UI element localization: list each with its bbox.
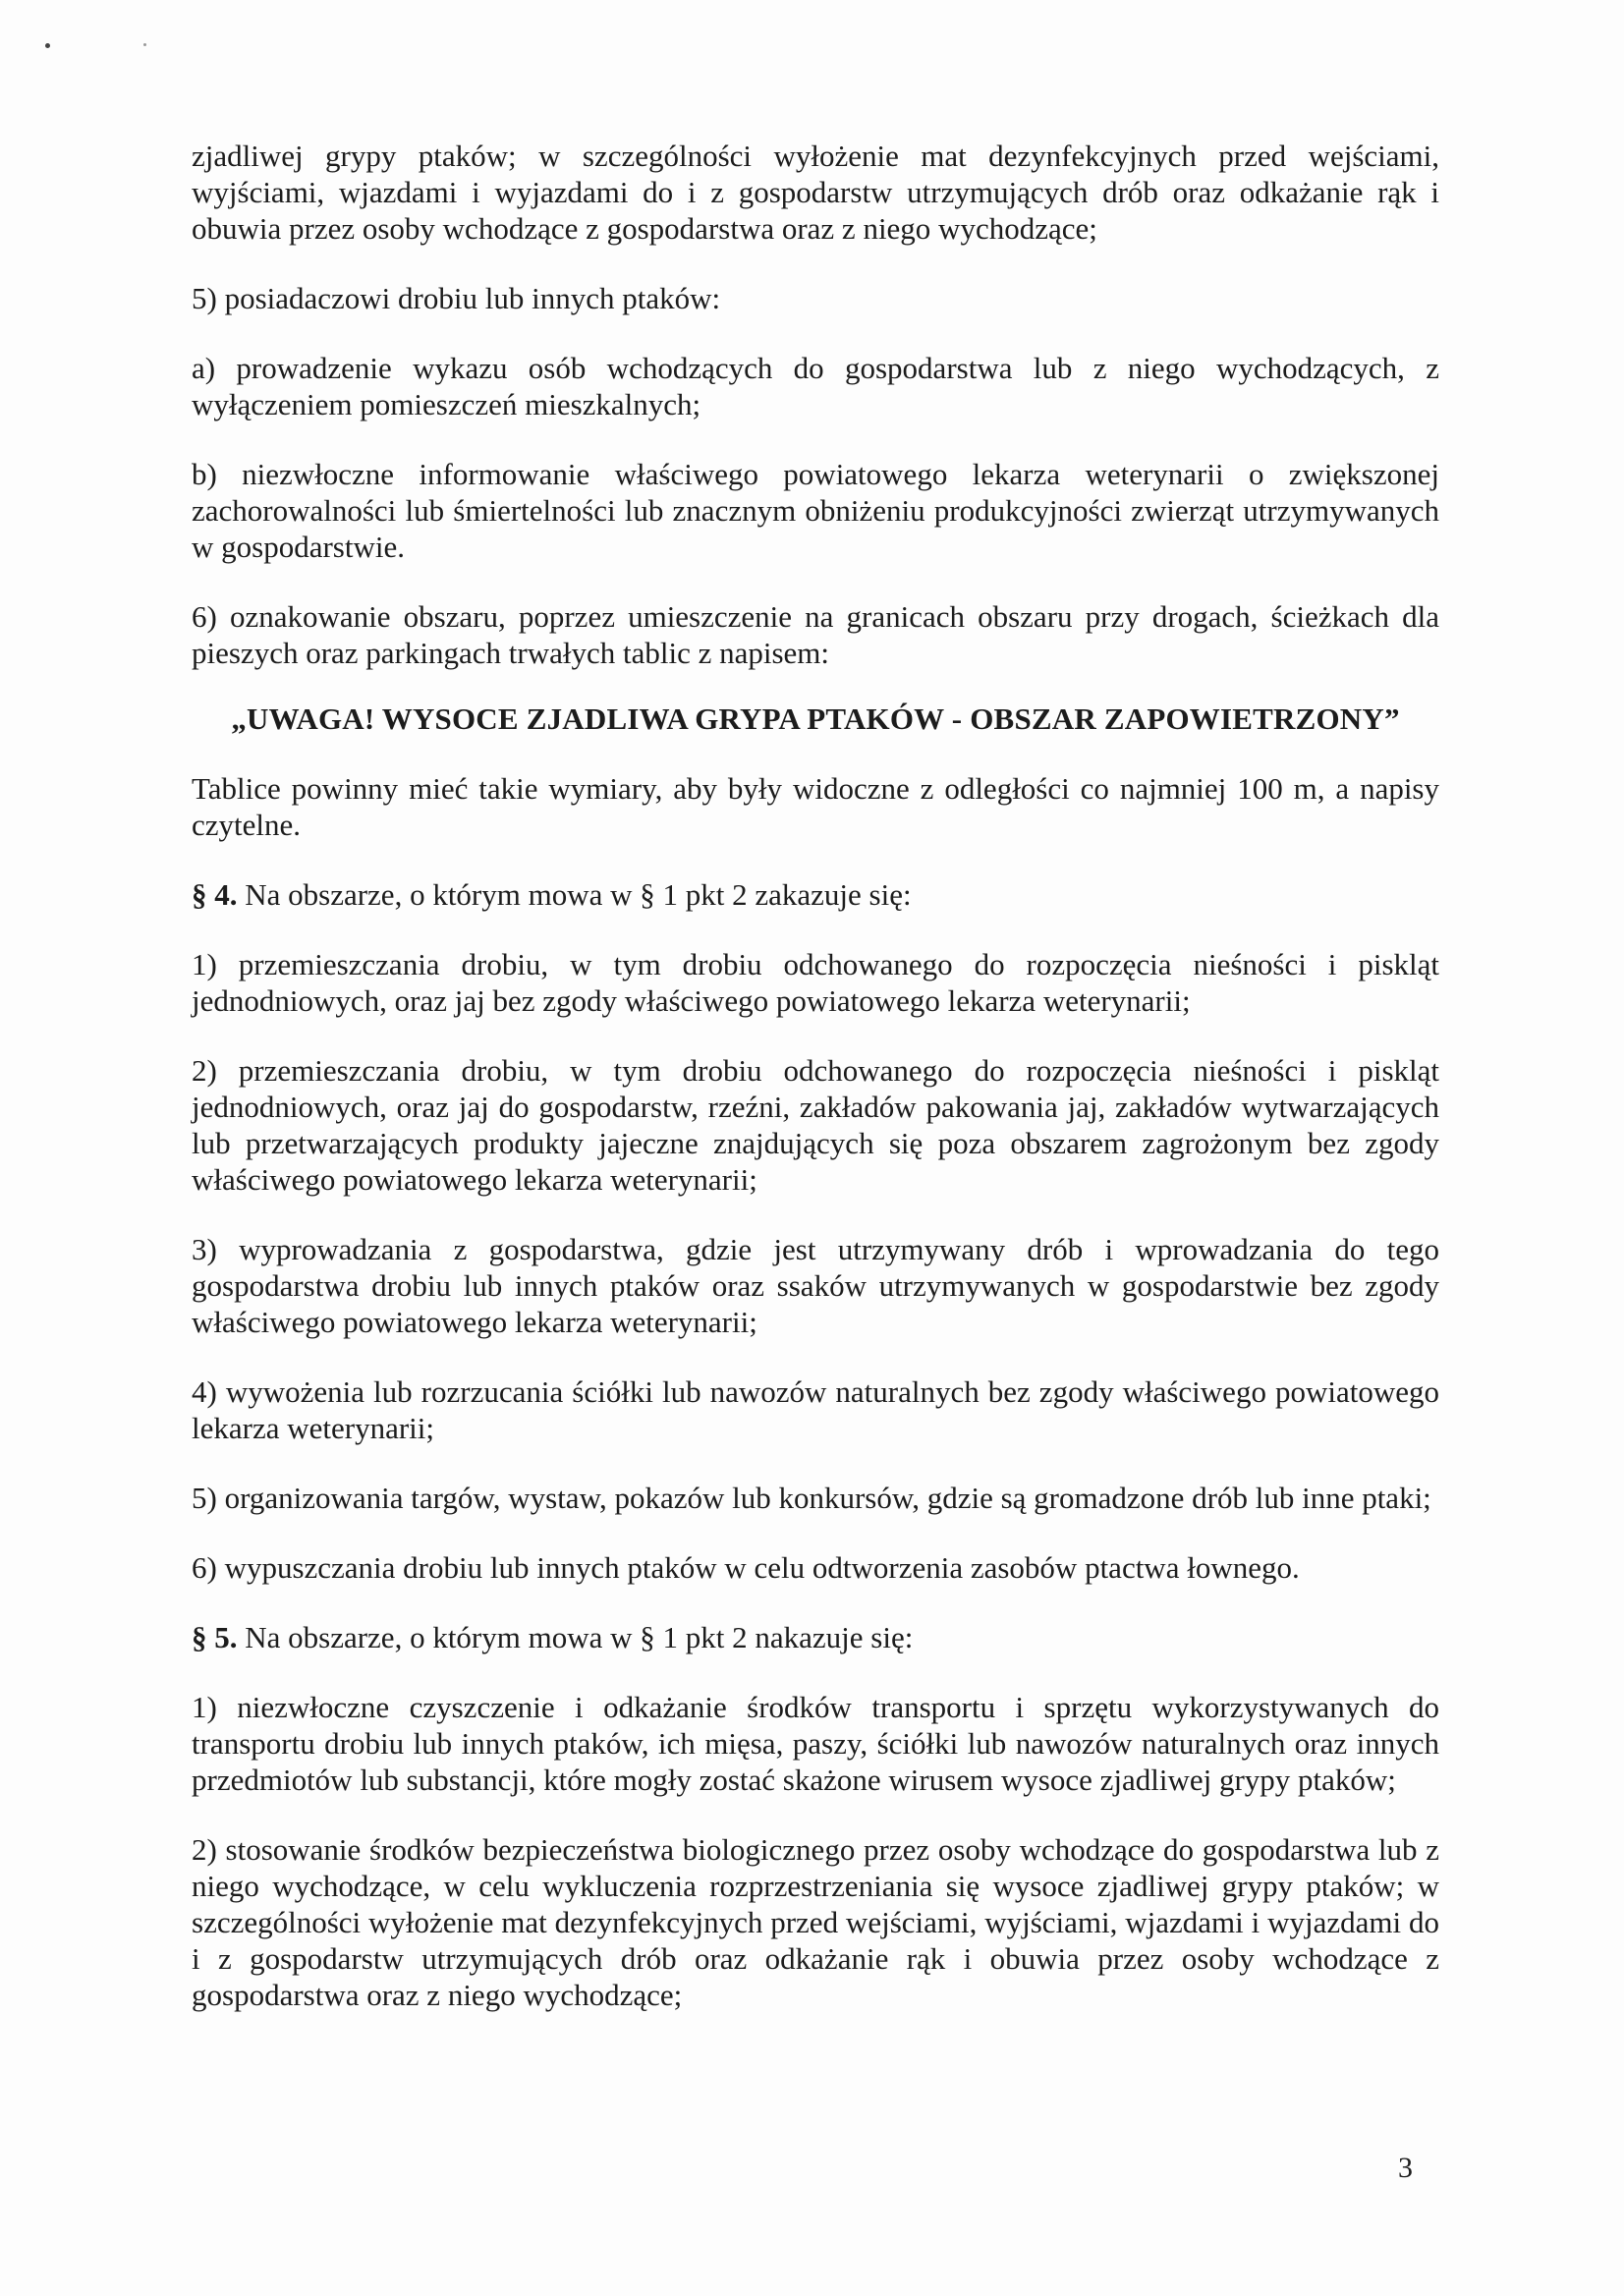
paragraph-point-5b: b) niezwłoczne informowanie właściwego powiatowego lekarza weterynarii o zwiększonej zachorowalności lub śmiertelności lub znacznym obniżeniu produkcyjności zwierząt utrzymywanych w gospodarstwie.	[192, 457, 1439, 564]
paragraph-continuation: zjadliwej grypy ptaków; w szczególności wyłożenie mat dezynfekcyjnych przed wejściami, wyjściami, wjazdami i wyjazdami do i z gospodarstw utrzymujących drób oraz odkażanie rąk i obuwia przez osoby wchodzące z gospodarstwa oraz z niego wychodzące;	[192, 139, 1439, 246]
page-number: 3	[1398, 2152, 1413, 2184]
section-4-item: 5) organizowania targów, wystaw, pokazów lub konkursów, gdzie są gromadzone drób lub inne ptaki;	[192, 1481, 1431, 1515]
paragraph-point-6: 6) oznakowanie obszaru, poprzez umieszczenie na granicach obszaru przy drogach, ścieżkach dla pieszych oraz parkingach trwałych tablic z napisem:	[192, 599, 1439, 670]
section-4-item: 3) wyprowadzania z gospodarstwa, gdzie jest utrzymywany drób i wprowadzania do tego gospodarstwa drobiu lub innych ptaków oraz ssaków utrzymywanych w gospodarstwie bez zgody właściwego powiatowego lekarza weterynarii;	[192, 1232, 1439, 1339]
section-4-heading	[192, 876, 1439, 913]
section-5-item: 2) stosowanie środków bezpieczeństwa biologicznego przez osoby wchodzące do gospodarstwa lub z niego wychodzące, w celu wykluczenia rozprzestrzeniania się wysoce zjadliwej grypy ptaków; w szczególności wyłożenie mat dezynfekcyjnych przed wejściami, wyjściami, wjazdami i wyjazdami do i z gospodarstw utrzymujących drób oraz odkażanie rąk i obuwia przez osoby wchodzące z gospodarstwa oraz z niego wychodzące;	[192, 1832, 1439, 2012]
section-4-item: 1) przemieszczania drobiu, w tym drobiu odchowanego do rozpoczęcia nieśności i piskląt jednodniowych, oraz jaj bez zgody właściwego powiatowego lekarza weterynarii;	[192, 947, 1439, 1018]
paragraph-sign-dimensions: Tablice powinny mieć takie wymiary, aby były widoczne z odległości co najmniej 100 m, a napisy czytelne.	[192, 771, 1439, 842]
warning-sign-text: „UWAGA! WYSOCE ZJADLIWA GRYPA PTAKÓW - OBSZAR ZAPOWIETRZONY”	[231, 701, 1400, 736]
section-5-heading	[192, 1619, 1439, 1655]
page-content	[192, 138, 1439, 2046]
paragraph-point-5: 5) posiadaczowi drobiu lub innych ptaków:	[192, 281, 721, 315]
scan-speck	[143, 43, 146, 46]
section-4-item: 6) wypuszczania drobiu lub innych ptaków w celu odtworzenia zasobów ptactwa łownego.	[192, 1550, 1300, 1585]
section-4-marker: § 4.	[192, 877, 238, 912]
section-5-intro: Na obszarze, o którym mowa w § 1 pkt 2 nakazuje się:	[237, 1620, 914, 1654]
paragraph-point-5a: a) prowadzenie wykazu osób wchodzących do gospodarstwa lub z niego wychodzących, z wyłączeniem pomieszczeń mieszkalnych;	[192, 351, 1439, 421]
section-4-intro: Na obszarze, o którym mowa w § 1 pkt 2 zakazuje się:	[237, 877, 912, 912]
section-5-marker: § 5.	[192, 1620, 238, 1654]
scan-speck	[45, 43, 50, 48]
section-4-item: 2) przemieszczania drobiu, w tym drobiu odchowanego do rozpoczęcia nieśności i piskląt jednodniowych, oraz jaj do gospodarstw, rzeźni, zakładów pakowania jaj, zakładów wytwarzających lub przetwarzających produkty jajeczne znajdujących się poza obszarem zagrożonym bez zgody właściwego powiatowego lekarza weterynarii;	[192, 1053, 1439, 1197]
section-4-item: 4) wywożenia lub rozrzucania ściółki lub nawozów naturalnych bez zgody właściwego powiatowego lekarza weterynarii;	[192, 1374, 1439, 1445]
section-5-item: 1) niezwłoczne czyszczenie i odkażanie środków transportu i sprzętu wykorzystywanych do transportu drobiu lub innych ptaków, ich mięsa, paszy, ściółki lub nawozów naturalnych oraz innych przedmiotów lub substancji, które mogły zostać skażone wirusem wysoce zjadliwej grypy ptaków;	[192, 1690, 1439, 1797]
